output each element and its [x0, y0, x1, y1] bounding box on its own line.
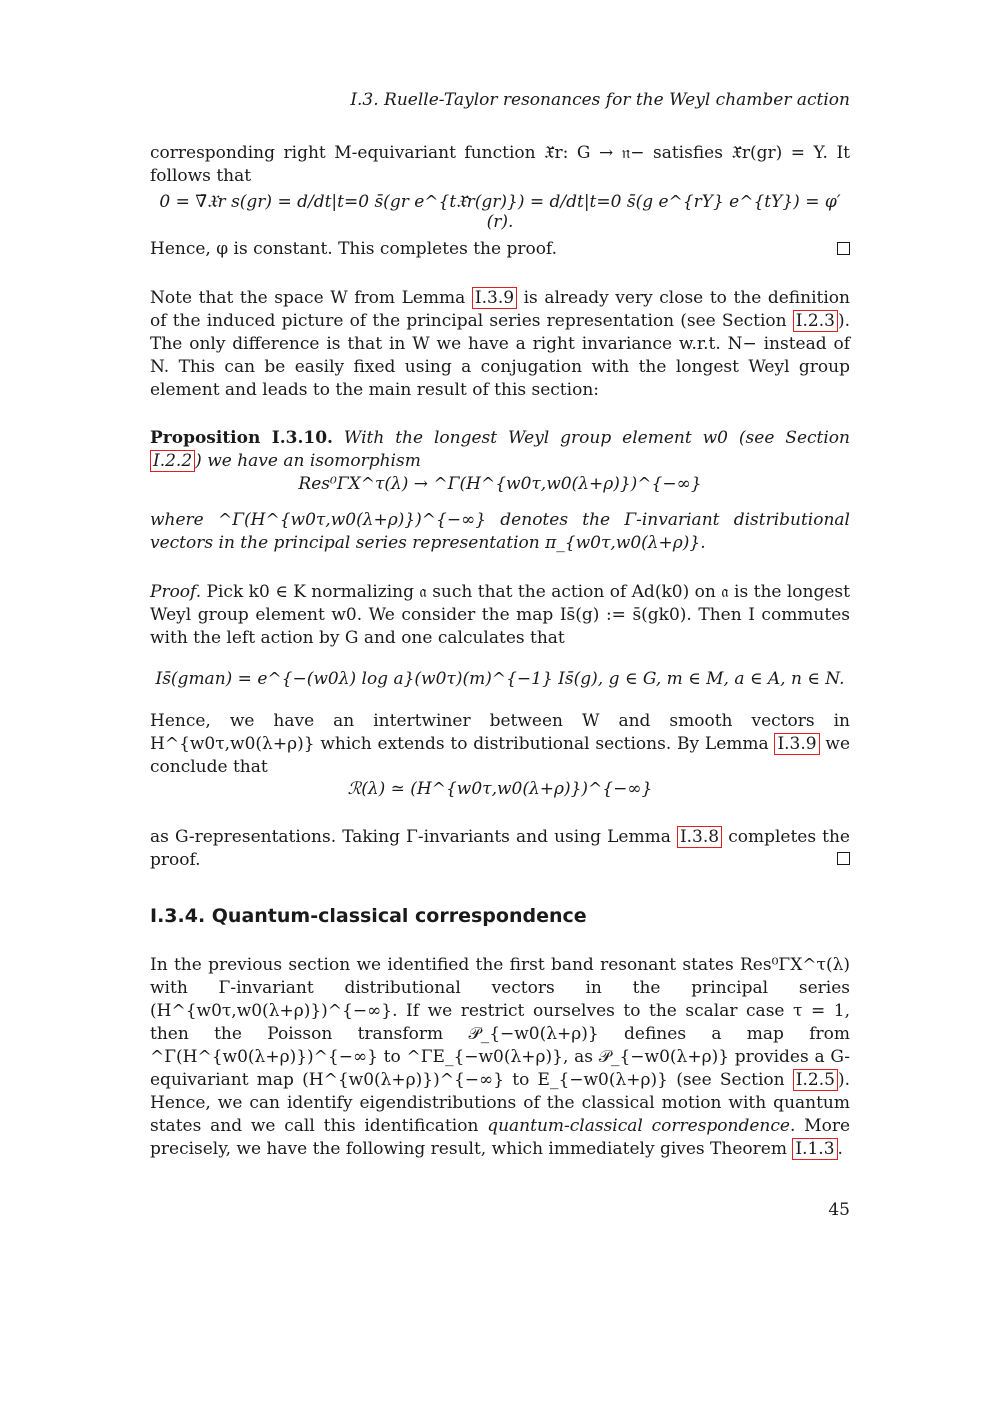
proposition-text-2: ) we have an isomorphism — [195, 451, 421, 471]
proposition-statement — [150, 427, 850, 473]
proof-text-2: Hence, we have an intertwiner between W and smooth vectors in H^{w0τ,w0(λ+ρ)} which extends to distributional sections. By Lemma — [150, 711, 850, 754]
page-number: 45 — [828, 1200, 850, 1220]
note-text-1: Note that the space W from Lemma — [150, 288, 472, 308]
proposition-label: Proposition I.3.10. — [150, 428, 333, 448]
proof-text-4: as G-representations. Taking Γ-invariants and using Lemma — [150, 827, 677, 847]
running-header: I.3. Ruelle-Taylor resonances for the Weyl chamber action — [350, 90, 850, 110]
continuation-text-a: corresponding right M-equivariant function 𝔛̄ — [150, 143, 555, 163]
link-lemma-i-3-8[interactable]: I.3.8 — [677, 826, 722, 848]
link-theorem-i-1-3[interactable]: I.1.3 — [792, 1138, 837, 1160]
proof-label: Proof. — [150, 582, 202, 602]
paragraph-continuation — [150, 142, 850, 188]
closing-text-1: In the previous section we identified the first band resonant states Res⁰ΓX^τ(λ) with Γ-invariant distributional vectors in the principal series (H^{w0τ,w0(λ+ρ)})^{−∞}. If we restrict ourselves to the scalar case τ = 1, then the Poisson transform 𝒫_{−w0(λ+ρ)} defines a map from ^Γ(H^{w0(λ+ρ)})^{−∞} to ^ΓE_{−w0(λ+ρ)}, as 𝒫_{−w0(λ+ρ)} provides a G-equivariant map (H^{w0(λ+ρ)})^{−∞} to E_{−w0(λ+ρ)} (see Section — [150, 955, 850, 1090]
proposition-continuation: where ^Γ(H^{w0τ,w0(λ+ρ)})^{−∞} denotes the Γ-invariant distributional vectors in the principal series representation π_{w0τ,w0(λ+ρ)}. — [150, 510, 850, 553]
proof-paragraph — [150, 581, 850, 650]
proof-text-5: completes the proof. — [150, 827, 850, 870]
closing-paragraph — [150, 954, 850, 1161]
closing-emphasis: quantum-classical correspondence — [487, 1116, 790, 1136]
link-lemma-i-3-9-b[interactable]: I.3.9 — [774, 733, 819, 755]
section-heading: I.3.4. Quantum-classical correspondence — [150, 905, 587, 927]
proof-text-3: we conclude that — [150, 734, 850, 777]
closing-text-2: ). Hence, we can identify eigendistributions of the classical motion with quantum states and we call this identification — [150, 1070, 850, 1136]
link-lemma-i-3-9[interactable]: I.3.9 — [472, 287, 517, 309]
equation-derivative: 0 = ∇̄𝔛r s(gr) = d/dt|t=0 s̄(gr e^{t𝔛̄r(gr)}) = d/dt|t=0 s̄(g e^{rY} e^{tY}) = φ′(r). — [159, 192, 841, 232]
proof-conclusion: Hence, φ is constant. This completes the proof. — [150, 239, 558, 259]
closing-text-3: . More precisely, we have the following result, which immediately gives Theorem — [150, 1116, 850, 1159]
link-section-i-2-3[interactable]: I.2.3 — [793, 310, 838, 332]
note-paragraph — [150, 287, 850, 402]
proof-text-1: Pick k0 ∈ K normalizing 𝔞 such that the action of Ad(k0) on 𝔞 is the longest Weyl group element w0. We consider the map Is̄(g) := s̄(gk0). Then I commutes with the left action by G and one calculates that — [150, 582, 850, 648]
equation-isomorphism: Res⁰ΓX^τ(λ) → ^Γ(H^{w0τ,w0(λ+ρ)})^{−∞} — [298, 474, 702, 494]
equation-intertwiner: Is̄(gman) = e^{−(w0λ) log a}(w0τ)(m)^{−1} Is̄(g), g ∈ G, m ∈ M, a ∈ A, n ∈ N. — [155, 669, 845, 689]
proof-paragraph-2 — [150, 710, 850, 779]
closing-text-4: . — [837, 1139, 843, 1159]
qed-symbol-2 — [837, 852, 850, 865]
note-text-3: ). The only difference is that in W we have a right invariance w.r.t. N− instead of N. This can be easily fixed using a conjugation with the longest Weyl group element and leads to the main result of this section: — [150, 311, 850, 400]
equation-resonance-iso: ℛ(λ) ≃ (H^{w0τ,w0(λ+ρ)})^{−∞} — [347, 779, 653, 799]
continuation-text-b: r: G → 𝔫− satisfies 𝔛̄r(gr) = Y. It follows that — [150, 143, 850, 186]
note-text-2: is already very close to the definition of the induced picture of the principal series representation (see Section — [150, 288, 850, 331]
proposition-text-1: With the longest Weyl group element w0 (see Section — [332, 428, 850, 448]
link-section-i-2-5[interactable]: I.2.5 — [793, 1069, 838, 1091]
proof-paragraph-3 — [150, 826, 850, 872]
link-section-i-2-2[interactable]: I.2.2 — [150, 450, 195, 472]
qed-symbol — [837, 242, 850, 255]
